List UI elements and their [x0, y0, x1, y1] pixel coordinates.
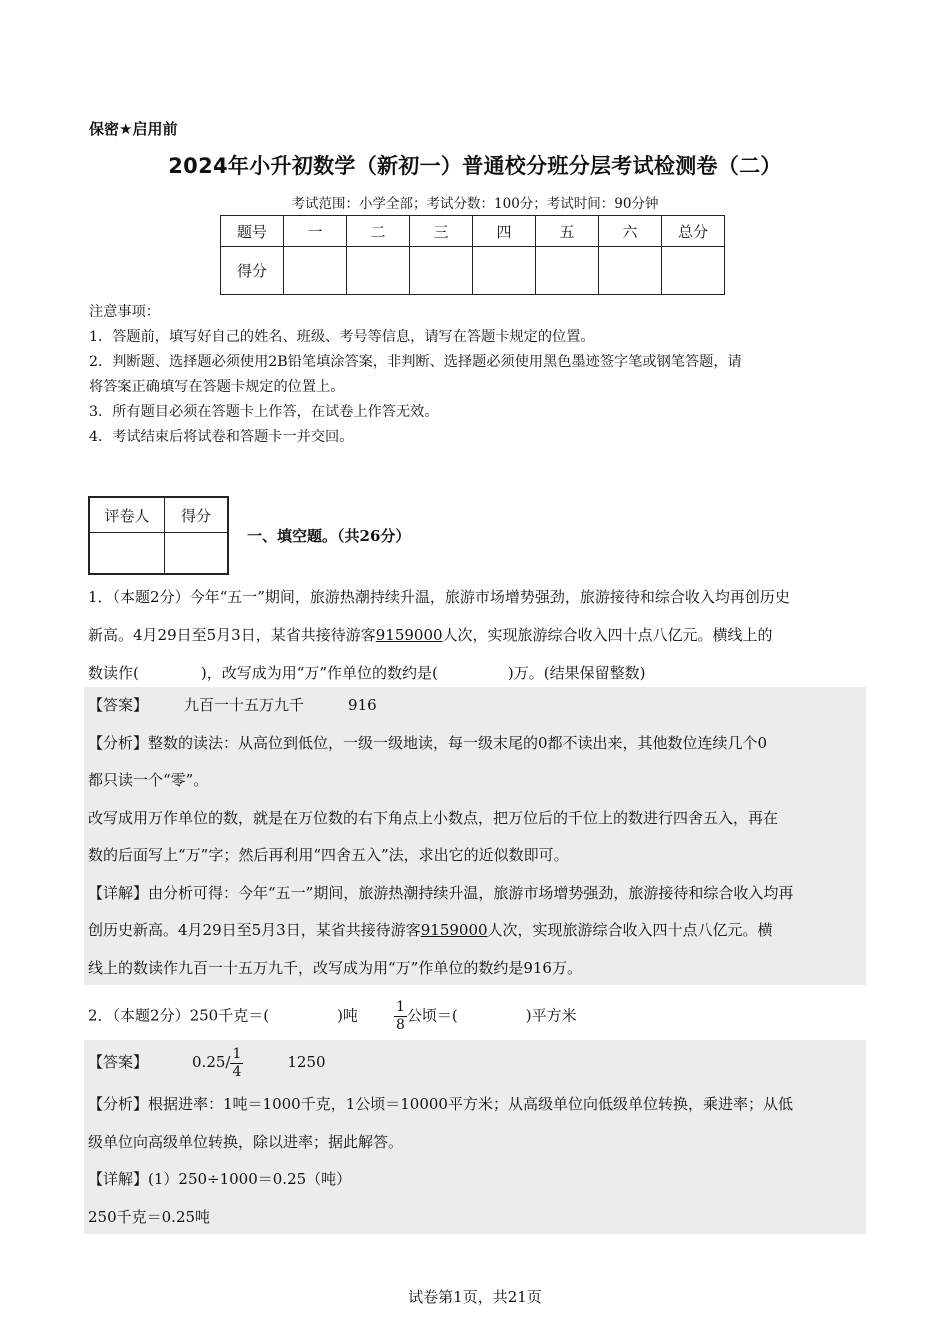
- detail-line: 【详解】(1）250÷1000＝0.25（吨）: [88, 1170, 352, 1188]
- detail-text: 创历史新高。4月29日至5月3日，某省共接待游客: [88, 921, 421, 939]
- answer-line: [88, 1043, 866, 1081]
- detail-line: [88, 912, 866, 950]
- fraction-numerator: 1: [395, 999, 405, 1015]
- q2-text: 公顷＝(: [406, 1006, 458, 1025]
- q1-line: 1．（本题2分）今年“五一”期间，旅游热潮持续升温，旅游市场增势强劲，旅游接待和综合收入均再创历史: [88, 588, 790, 606]
- confidential-label: 保密★启用前: [89, 120, 178, 138]
- score-table: [220, 215, 725, 295]
- score-header-cell: 五: [536, 216, 599, 247]
- grader-table: [88, 496, 229, 575]
- note-item: 3．所有题目必须在答题卡上作答，在试卷上作答无效。: [89, 404, 439, 420]
- score-header-cell: 三: [410, 216, 473, 247]
- analysis-line: 都只读一个“零”。: [88, 771, 209, 789]
- q2-text: 2．（本题2分）250千克＝(: [88, 1006, 270, 1025]
- detail-line: 【详解】由分析可得：今年“五一”期间，旅游热潮持续升温，旅游市场增势强劲，旅游接待和综合收入均再: [88, 883, 794, 902]
- fraction-one-fourth: [230, 1046, 243, 1081]
- score-header-cell: 六: [599, 216, 662, 247]
- analysis-line: 级单位向高级单位转换，除以进率；据此解答。: [88, 1132, 404, 1151]
- q1-text: 人次，实现旅游综合收入四十点八亿元。横线上的: [442, 626, 773, 644]
- q2-text: )吨: [337, 1006, 358, 1025]
- analysis-line: 改写成用万作单位的数，就是在万位数的右下角点上小数点，把万位后的千位上的数进行四舍五入，再在: [88, 808, 779, 827]
- answer-label: 【答案】: [88, 1053, 149, 1071]
- fraction-numerator: 1: [232, 1045, 242, 1062]
- underlined-number: 9159000: [375, 626, 443, 644]
- fraction-one-eighth: [394, 999, 407, 1034]
- grader-score-header: 得分: [165, 497, 229, 533]
- score-blank-cell: [410, 247, 473, 295]
- exam-title: 2024年小升初数学（新初一）普通校分班分层考试检测卷（二）: [168, 154, 782, 178]
- answer-label: 【答案】: [88, 696, 149, 714]
- q1-text: )万。(结果保留整数): [507, 664, 646, 682]
- note-item: 将答案正确填写在答题卡规定的位置上。: [89, 379, 345, 395]
- answer-line: [88, 687, 866, 725]
- q1-solution: [88, 687, 866, 987]
- question-1: [88, 578, 868, 692]
- fraction-denominator: 8: [395, 1017, 405, 1033]
- underlined-number: 9159000: [420, 921, 488, 939]
- answer-value: 1250: [287, 1053, 326, 1071]
- score-blank-cell: [284, 247, 347, 295]
- note-item: 4．考试结束后将试卷和答题卡一并交回。: [89, 429, 354, 445]
- detail-line: 250千克＝0.25吨: [88, 1207, 211, 1226]
- detail-line: 线上的数读作九百一十五万九千，改写成为用“万”作单位的数约是916万。: [88, 958, 582, 977]
- fraction-denominator: 4: [232, 1063, 242, 1080]
- score-blank-cell: [599, 247, 662, 295]
- grader-header: 评卷人: [89, 497, 165, 533]
- analysis-line: 数的后面写上“万”字；然后再利用“四舍五入”法，求出它的近似数即可。: [88, 846, 569, 864]
- score-row-label: 得分: [221, 247, 284, 295]
- analysis-line: 【分析】根据进率：1吨＝1000千克，1公顷＝10000平方米；从高级单位向低级单位转换，乘进率；从低: [88, 1095, 793, 1113]
- score-blank-cell: [473, 247, 536, 295]
- notes: [89, 300, 869, 450]
- note-item: 1．答题前，填写好自己的姓名、班级、考号等信息，请写在答题卡规定的位置。: [89, 329, 595, 345]
- answer-value: 0.25/: [192, 1053, 231, 1071]
- score-header-cell: 四: [473, 216, 536, 247]
- score-blank-cell: [536, 247, 599, 295]
- question-2: [88, 999, 577, 1034]
- exam-info: 考试范围：小学全部；考试分数：100分；考试时间：90分钟: [291, 196, 659, 212]
- grader-blank-cell: [165, 533, 229, 575]
- q1-text: )，改写成为用“万”作单位的数约是(: [200, 664, 438, 682]
- grader-blank-cell: [89, 533, 165, 575]
- score-header-cell: 一: [284, 216, 347, 247]
- q1-text: 数读作(: [88, 664, 139, 682]
- q2-solution: [88, 1043, 866, 1081]
- score-header-cell: 总分: [662, 216, 725, 247]
- answer-value: 九百一十五万九千: [184, 696, 305, 714]
- q2-solution-text: [88, 1086, 866, 1236]
- q2-text: )平方米: [525, 1006, 577, 1025]
- score-blank-cell: [347, 247, 410, 295]
- score-blank-cell: [662, 247, 725, 295]
- score-header-cell: 题号: [221, 216, 284, 247]
- note-item: 2．判断题、选择题必须使用2B铅笔填涂答案，非判断、选择题必须使用黑色墨迹签字笔或钢笔答题，请: [89, 354, 742, 370]
- detail-text: 人次，实现旅游综合收入四十点八亿元。横: [487, 921, 773, 939]
- score-header-cell: 二: [347, 216, 410, 247]
- page-footer: 试卷第1页，共21页: [408, 1288, 542, 1306]
- analysis-line: 【分析】整数的读法：从高位到低位，一级一级地读，每一级末尾的0都不读出来，其他数位连续几个0: [88, 733, 768, 752]
- answer-value: 916: [348, 696, 377, 714]
- q1-text: 新高。4月29日至5月3日，某省共接待游客: [88, 626, 376, 644]
- q1-line: [88, 616, 868, 654]
- section-title: 一、填空题。（共26分）: [247, 527, 411, 545]
- notes-heading: 注意事项：: [89, 304, 160, 320]
